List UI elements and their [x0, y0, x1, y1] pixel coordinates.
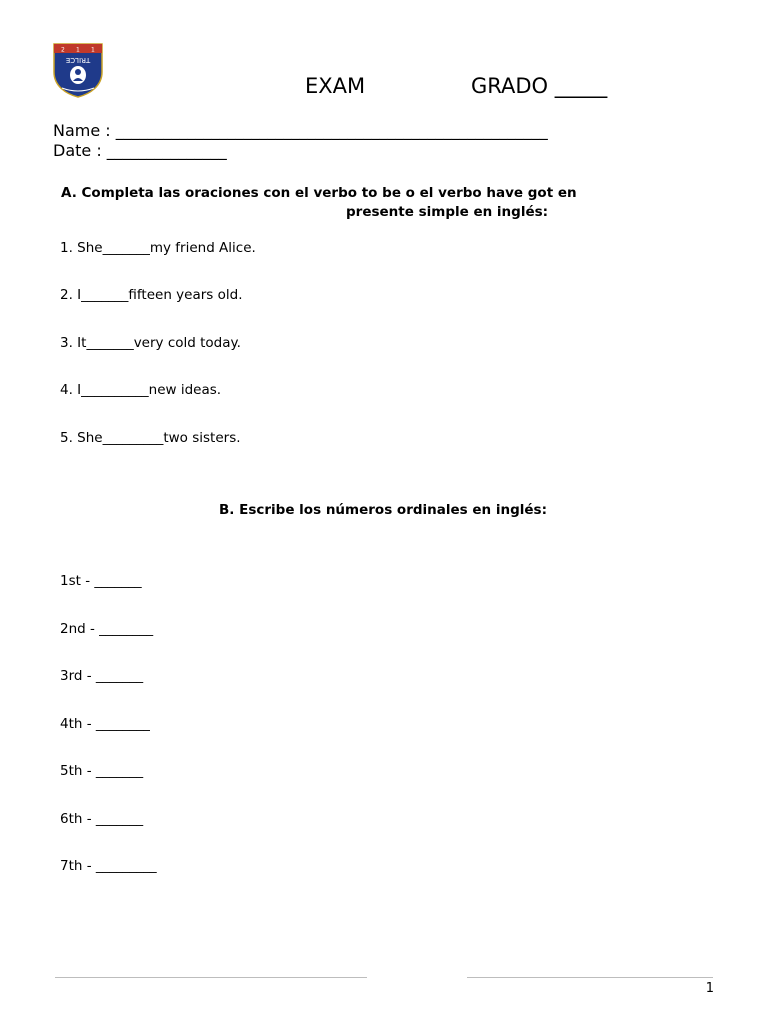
section-a-title-line2: presente simple en inglés: — [346, 204, 549, 220]
ordinal-item[interactable]: 3rd - _______ — [60, 668, 144, 684]
question-item[interactable]: 1. She_______my friend Alice. — [60, 240, 256, 256]
school-crest-logo — [52, 42, 104, 98]
ordinal-item[interactable]: 7th - _________ — [60, 858, 157, 874]
question-item[interactable]: 3. It_______very cold today. — [60, 335, 241, 351]
name-field[interactable]: Name : ______________________________________________________ — [53, 121, 548, 140]
svg-text:TRILCE: TRILCE — [65, 56, 91, 64]
ordinal-item[interactable]: 6th - _______ — [60, 811, 144, 827]
svg-text:2: 2 — [61, 46, 65, 54]
ordinal-item[interactable]: 1st - _______ — [60, 573, 142, 589]
svg-text:1: 1 — [76, 46, 80, 54]
svg-text:1: 1 — [91, 46, 95, 54]
section-a-title-line1: A. Completa las oraciones con el verbo to be o el verbo have got en — [61, 185, 577, 201]
ordinal-item[interactable]: 4th - ________ — [60, 716, 150, 732]
section-b-title: B. Escribe los números ordinales en inglés: — [219, 502, 547, 518]
question-item[interactable]: 2. I_______fifteen years old. — [60, 287, 243, 303]
footer-divider — [467, 977, 713, 978]
page-number: 1 — [705, 981, 714, 996]
grade-label: GRADO _____ — [471, 74, 608, 98]
question-item[interactable]: 5. She_________two sisters. — [60, 430, 241, 446]
ordinal-item[interactable]: 2nd - ________ — [60, 621, 154, 637]
question-item[interactable]: 4. I__________new ideas. — [60, 382, 222, 398]
footer-divider — [55, 977, 367, 978]
exam-title: EXAM — [305, 74, 366, 98]
ordinal-item[interactable]: 5th - _______ — [60, 763, 144, 779]
date-field[interactable]: Date : _______________ — [53, 141, 227, 160]
